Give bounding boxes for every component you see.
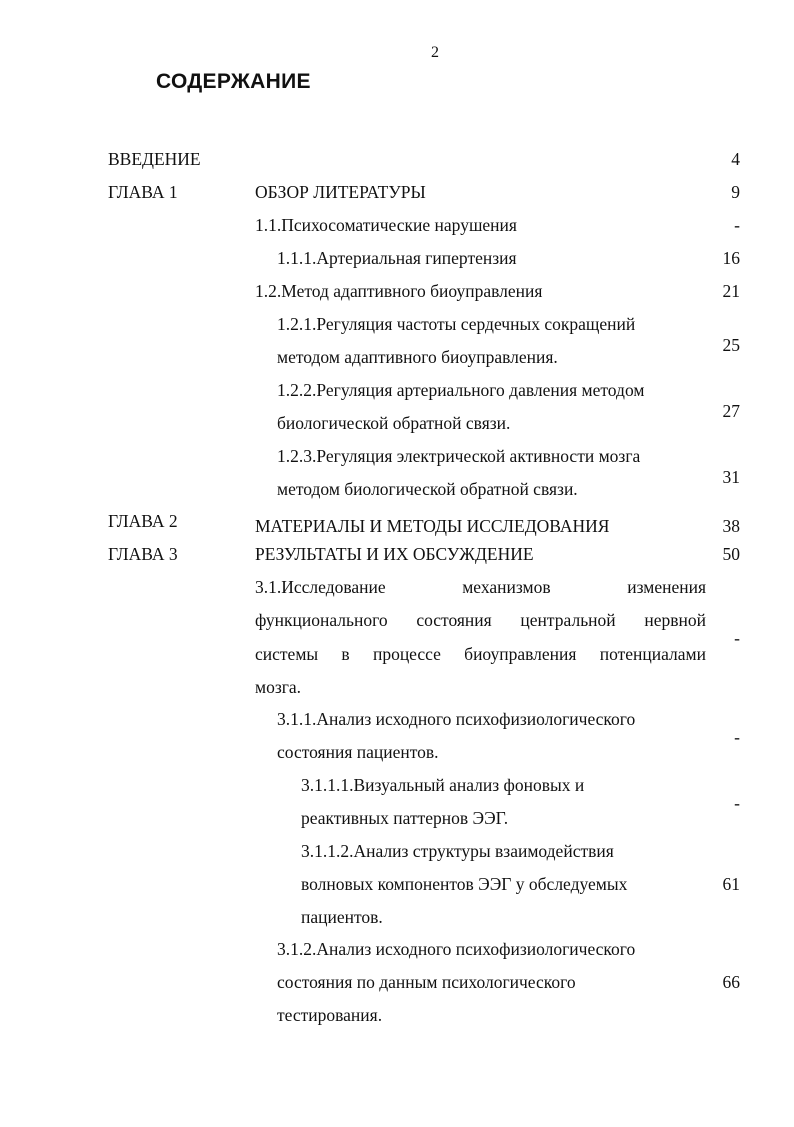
toc-intro-page: 4 (731, 149, 740, 169)
toc-ch1-label: ГЛАВА 1 (108, 182, 178, 202)
toc-ch2-page: 38 (722, 516, 740, 536)
toc-ch3-page: 50 (722, 544, 740, 564)
toc-s1-2-page: 21 (722, 281, 740, 301)
toc-ch1-title: ОБЗОР ЛИТЕРАТУРЫ (255, 182, 426, 202)
toc-s3-1-2-line: 3.1.2.Анализ исходного психофизиологического (277, 939, 636, 959)
toc-s1-1-1: 1.1.1.Артериальная гипертензия (277, 248, 517, 268)
toc-s3-1-1-2-line: 3.1.1.2.Анализ структуры взаимодействия (301, 841, 614, 861)
toc-s1-2-2-line: биологической обратной связи. (277, 413, 511, 433)
toc-s1-2-2-line: 1.2.2.Регуляция артериального давления методом (277, 380, 645, 400)
toc-s3-1-line: системы в процессе биоуправления потенциалами (255, 644, 706, 664)
toc-s3-1-1-page: - (734, 727, 740, 747)
toc-ch1-page: 9 (731, 182, 740, 202)
toc-s1-2-1-line: методом адаптивного биоуправления. (277, 347, 558, 367)
toc-s3-1-1-1-line: 3.1.1.1.Визуальный анализ фоновых и (301, 775, 585, 795)
toc-ch3-title: РЕЗУЛЬТАТЫ И ИХ ОБСУЖДЕНИЕ (255, 544, 534, 564)
toc-s3-1-line: функционального состояния центральной нервной (255, 610, 706, 630)
toc-s1-2-2-page: 27 (722, 401, 740, 421)
toc-s3-1-1-line: 3.1.1.Анализ исходного психофизиологического (277, 709, 636, 729)
toc-s1-1-page: - (734, 215, 740, 235)
toc-s1-1: 1.1.Психосоматические нарушения (255, 215, 517, 235)
toc-ch2-title: МАТЕРИАЛЫ И МЕТОДЫ ИССЛЕДОВАНИЯ (255, 516, 610, 536)
toc-s1-2: 1.2.Метод адаптивного биоуправления (255, 281, 543, 301)
toc-s3-1-1-line: состояния пациентов. (277, 742, 439, 762)
toc-intro-label: ВВЕДЕНИЕ (108, 149, 201, 169)
toc-s1-2-3-page: 31 (722, 467, 740, 487)
toc-s3-1-2-page: 66 (722, 972, 740, 992)
toc-s3-1-line: 3.1.Исследование механизмов изменения (255, 577, 706, 597)
toc-s1-2-1-line: 1.2.1.Регуляция частоты сердечных сокращений (277, 314, 636, 334)
toc-s3-1-1-2-line: пациентов. (301, 907, 383, 927)
toc-ch3-label: ГЛАВА 3 (108, 544, 178, 564)
toc-s3-1-2-line: состояния по данным психологического (277, 972, 576, 992)
toc-s1-1-1-page: 16 (722, 248, 740, 268)
toc-s1-2-3-line: методом биологической обратной связи. (277, 479, 578, 499)
toc-s1-2-3-line: 1.2.3.Регуляция электрической активности мозга (277, 446, 641, 466)
toc-s1-2-1-page: 25 (722, 335, 740, 355)
toc-s3-1-2-line: тестирования. (277, 1005, 383, 1025)
toc-s3-1-1-2-line: волновых компонентов ЭЭГ у обследуемых (301, 874, 628, 894)
toc-s3-1-1-1-line: реактивных паттернов ЭЭГ. (301, 808, 509, 828)
toc-s3-1-page: - (734, 628, 740, 648)
toc-s3-1-1-1-page: - (734, 793, 740, 813)
toc-s3-1-line: мозга. (255, 677, 302, 697)
toc-s3-1-1-2-page: 61 (722, 874, 740, 894)
page-number: 2 (431, 44, 439, 61)
page-title: СОДЕРЖАНИЕ (156, 70, 311, 93)
toc-ch2-label: ГЛАВА 2 (108, 511, 178, 531)
